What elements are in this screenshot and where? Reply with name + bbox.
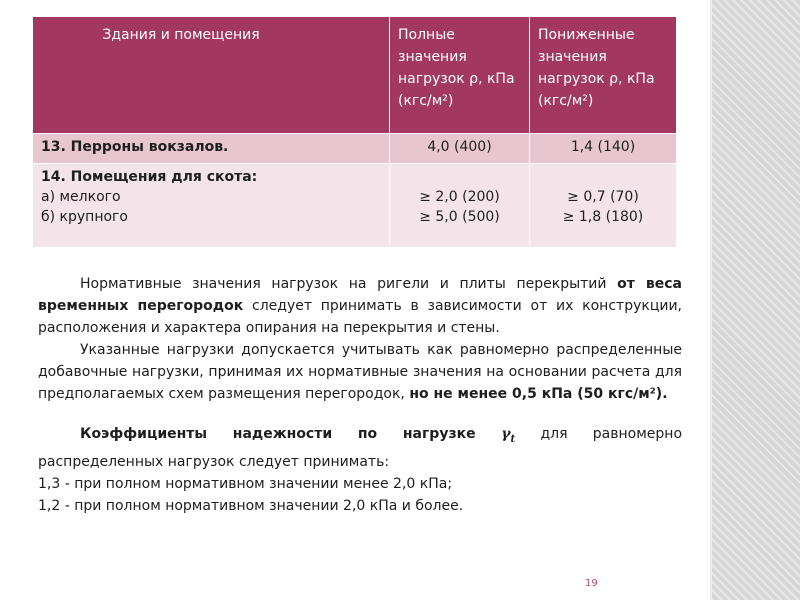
row13-reduced-value: 1,4 (140) (530, 134, 677, 164)
loads-table (32, 16, 677, 248)
paragraph-reliability-coefficients (38, 423, 682, 473)
header-buildings: Здания и помещения (33, 17, 390, 134)
side-stripe-decoration (712, 0, 800, 600)
row14-name (33, 164, 390, 248)
gamma-letter: γ (501, 426, 511, 442)
row14-line-b: б) крупного (41, 209, 128, 225)
gamma-symbol (501, 426, 516, 445)
coefficient-line-2: 1,2 - при полном нормативном значении 2,0 кПа и более. (38, 497, 464, 514)
row14-reduced-a: ≥ 0,7 (70) (567, 189, 639, 205)
p1-end: следует принимать в зависимости от их конструкции, расположения и характера опирания на перекрытия и стены. (38, 298, 682, 336)
page-number: 19 (585, 578, 598, 589)
p3-end: для равномерно распределенных нагрузок следует принимать: (38, 426, 683, 470)
p1-start: Нормативные значения нагрузок на ригели и плиты перекрытий (80, 276, 618, 292)
header-full-loads: Полные значения нагрузок ρ, кПа (кгс/м²) (390, 17, 530, 134)
row14-full-b: ≥ 5,0 (500) (419, 209, 500, 225)
row14-reduced-b: ≥ 1,8 (180) (562, 209, 644, 225)
p2-start: Указанные нагрузки допускается учитывать как равномерно распределенные добавочные нагрузки, принимая их нормативные значения на основании расчета для предполагаемых схем размещения перегородок, (38, 342, 682, 402)
gamma-subscript: t (510, 433, 516, 445)
p1-bold: от веса временных перегородок (38, 276, 683, 314)
row14-title: 14. Помещения для скота: (41, 169, 258, 185)
row13-name (33, 134, 390, 164)
table-row (33, 164, 677, 248)
row13-full-value: 4,0 (400) (390, 134, 530, 164)
paragraph-partitions (38, 273, 682, 339)
p2-bold: но не менее 0,5 кПа (50 кгс/м²). (409, 386, 668, 402)
header-reduced-loads: Пониженные значения нагрузок ρ, кПа (кгс/м²) (530, 17, 677, 134)
p3-bold: Коэффициенты надежности по нагрузке (80, 426, 502, 442)
coefficient-line-1: 1,3 - при полном нормативном значении менее 2,0 кПа; (38, 475, 453, 492)
paragraph-distributed-loads (38, 339, 682, 405)
row13-name-text: 13. Перроны вокзалов. (41, 139, 229, 155)
body-text (38, 273, 682, 517)
row14-full-a: ≥ 2,0 (200) (419, 189, 500, 205)
row14-line-a: а) мелкого (41, 189, 121, 205)
row14-reduced-values (530, 164, 677, 248)
table-row (33, 134, 677, 164)
row14-full-values (390, 164, 530, 248)
table-header-row (33, 17, 677, 134)
